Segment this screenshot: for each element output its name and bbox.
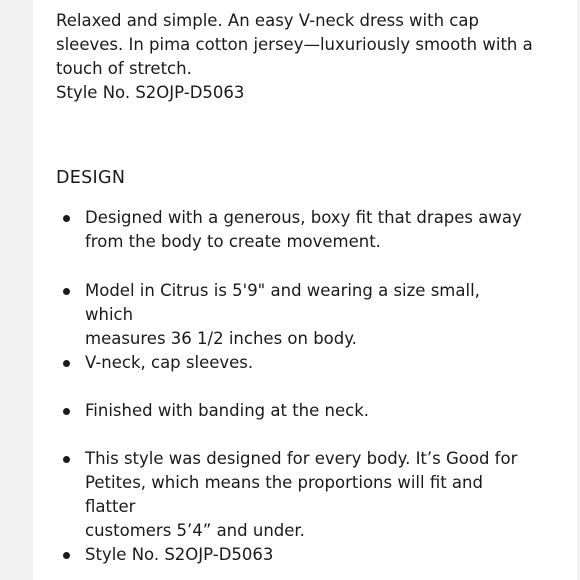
bullet-dot-icon [63,360,70,367]
left-page-margin [0,0,33,580]
bullet-line: Designed with a generous, boxy fit that drapes away [85,208,522,227]
design-bullet-petites [56,447,526,543]
bullet-dot-icon [63,288,70,295]
design-bullet-fit [56,206,526,254]
bullet-line: This style was designed for every body. It’s Good for [85,449,518,468]
design-bullet-model-size [56,279,526,351]
bullet-line: Style No. S2OJP-D5063 [85,545,274,564]
bullet-dot-icon [63,456,70,463]
bullet-line: customers 5’4” and under. [85,521,305,540]
bullet-line: Finished with banding at the neck. [85,401,369,420]
description-style-number: Style No. S2OJP-D5063 [56,83,245,102]
bullet-dot-icon [63,552,70,559]
bullet-dot-icon [63,408,70,415]
design-bullet-finish [56,399,526,423]
description-line-2: sleeves. In pima cotton jersey—luxuriously smooth with a [56,35,533,54]
bullet-line: measures 36 1/2 inches on body. [85,329,357,348]
description-line-1: Relaxed and simple. An easy V-neck dress with cap [56,11,479,30]
design-heading: DESIGN [56,168,126,188]
design-bullet-style-number [56,543,526,567]
bullet-dot-icon [63,215,70,222]
bullet-line: Model in Citrus is 5'9" and wearing a size small, which [85,281,480,324]
bullet-line: V-neck, cap sleeves. [85,353,254,372]
bullet-line: Petites, which means the proportions will fit and flatter [85,473,483,516]
bullet-line: from the body to create movement. [85,232,381,251]
design-bullet-neckline [56,351,526,375]
product-description [56,9,556,105]
description-line-3: touch of stretch. [56,59,192,78]
